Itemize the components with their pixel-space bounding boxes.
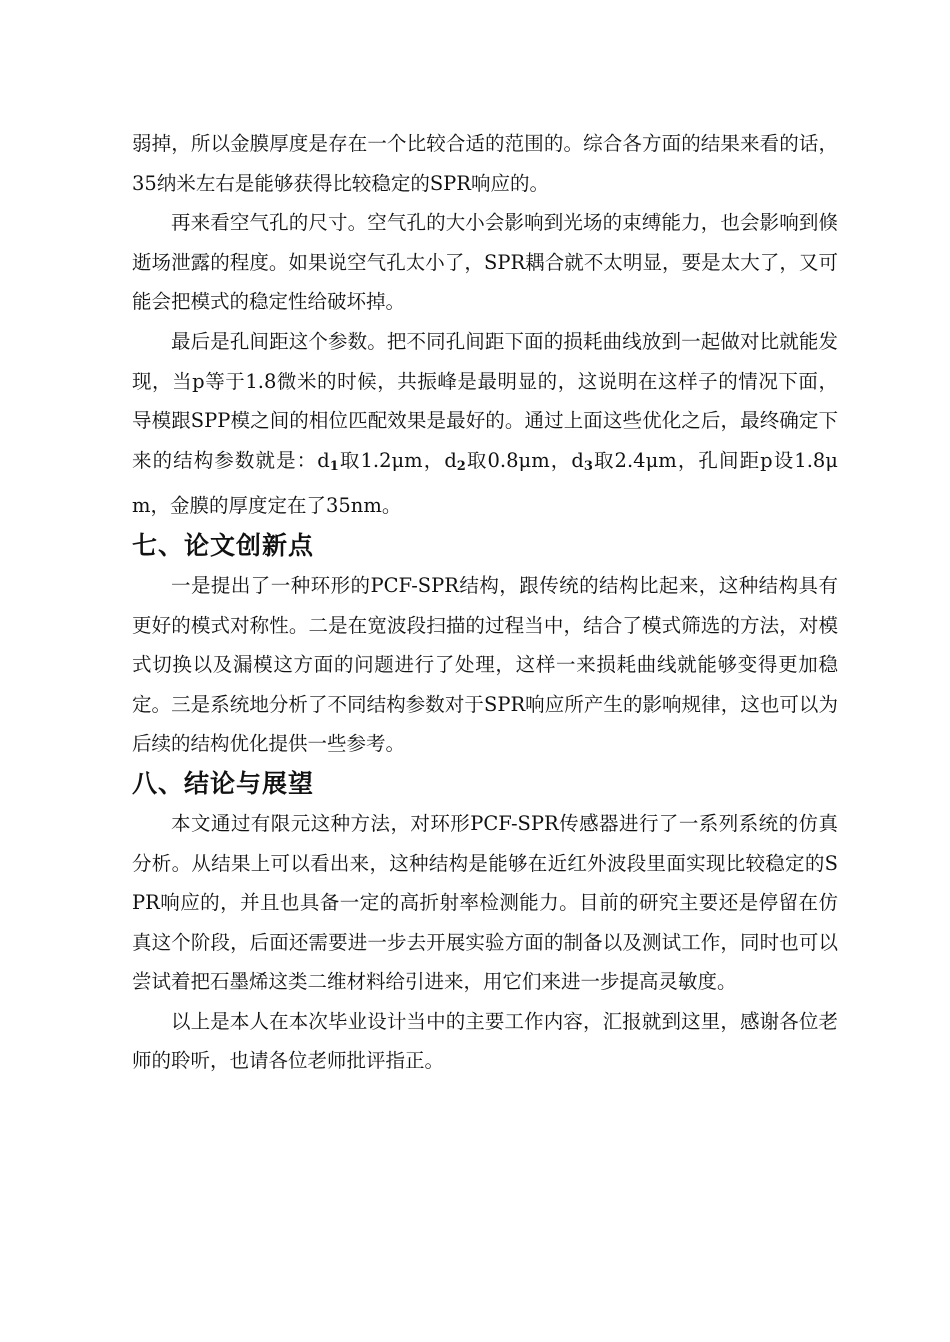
d1-symbol: d [317, 448, 330, 472]
section-7-heading: 七、论文创新点 [132, 530, 315, 560]
d3-value: 取2.4μm，孔间距p设1.8μm，金膜的厚度定在了35nm。 [132, 448, 838, 518]
d3-symbol: d [571, 448, 584, 472]
paragraph-conclusion: 本文通过有限元这种方法，对环形PCF-SPR传感器进行了一系列系统的仿真分析。从结果上可以看出来，这种结构是能够在近红外波段里面实现比较稳定的SPR响应的，并且也具备一定的高折射率检测能力。目前的研究主要还是停留在仿真这个阶段，后面还需要进一步去开展实验方面的制备以及测试工作，同时也可以尝试着把石墨烯这类二维材料给引进来，用它们来进一步提高灵敏度。 [132, 811, 838, 994]
d2-subscript: 2 [456, 458, 466, 474]
paragraph-hole-spacing [132, 322, 838, 526]
d2-symbol: d [444, 448, 457, 472]
params-text: 最后是孔间距这个参数。把不同孔间距下面的损耗曲线放到一起做对比就能发现，当p等于1.8微米的时候，共振峰是最明显的，这说明在这样子的情况下面，导模跟SPP模之间的相位匹配效果是最好的。通过上面这些优化之后，最终确定下来的结构参数就是： [132, 329, 838, 472]
paragraph-innovations: 一是提出了一种环形的PCF-SPR结构，跟传统的结构比起来，这种结构具有更好的模式对称性。二是在宽波段扫描的过程当中，结合了模式筛选的方法，对模式切换以及漏模这方面的问题进行了处理，这样一来损耗曲线就能够变得更加稳定。三是系统地分析了不同结构参数对于SPR响应所产生的影响规律，这也可以为后续的结构优化提供一些参考。 [132, 573, 838, 756]
paragraph-air-hole: 再来看空气孔的尺寸。空气孔的大小会影响到光场的束缚能力，也会影响到倏逝场泄露的程度。如果说空气孔太小了，SPR耦合就不太明显，要是太大了，又可能会把模式的稳定性给破坏掉。 [132, 211, 838, 314]
paragraph-closing: 以上是本人在本次毕业设计当中的主要工作内容，汇报就到这里，感谢各位老师的聆听，也请各位老师批评指正。 [132, 1009, 838, 1073]
d1-subscript: 1 [329, 458, 339, 474]
d2-value: 取0.8μm， [465, 448, 572, 472]
section-8-heading: 八、结论与展望 [132, 768, 315, 798]
paragraph-gold-film: 弱掉，所以金膜厚度是存在一个比较合适的范围的。综合各方面的结果来看的话，35纳米左右是能够获得比较稳定的SPR响应的。 [132, 132, 838, 195]
document-page [132, 124, 838, 1081]
d3-subscript: 3 [583, 458, 593, 474]
d1-value: 取1.2μm， [338, 448, 445, 472]
